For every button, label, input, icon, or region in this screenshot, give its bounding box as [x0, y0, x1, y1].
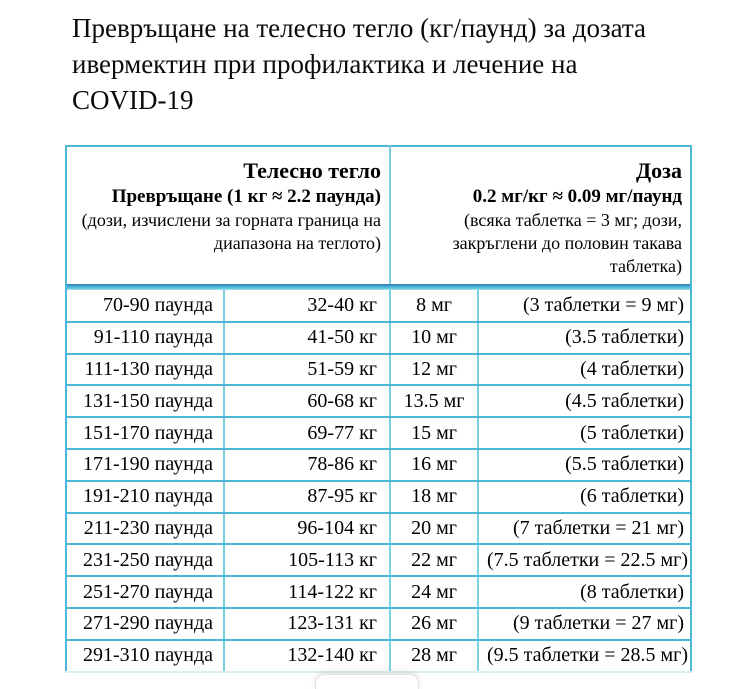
cell-dose-mg: 15 мг	[390, 417, 478, 449]
cell-kg-range: 51-59 кг	[224, 354, 390, 386]
cell-tablets-note: (3 таблетки = 9 мг)	[478, 290, 691, 322]
table-row	[66, 481, 691, 513]
dose-heading: Доза	[636, 158, 683, 183]
cell-kg-range: 96-104 кг	[224, 513, 390, 545]
cell-kg-range: 114-122 кг	[224, 576, 390, 608]
table-row	[66, 417, 691, 449]
header-cell-dose	[390, 146, 691, 284]
cell-kg-range: 132-140 кг	[224, 640, 390, 672]
cell-pounds-range: 291-310 паунда	[66, 640, 224, 672]
cell-dose-mg: 16 мг	[390, 449, 478, 481]
body-weight-heading: Телесно тегло	[243, 158, 382, 183]
cell-kg-range: 60-68 кг	[224, 385, 390, 417]
table-row	[66, 513, 691, 545]
dosing-conversion-table	[65, 145, 692, 673]
cell-dose-mg: 12 мг	[390, 354, 478, 386]
cell-tablets-note: (8 таблетки)	[478, 576, 691, 608]
cell-dose-mg: 8 мг	[390, 290, 478, 322]
cell-tablets-note: (9 таблетки = 27 мг)	[478, 608, 691, 640]
cell-kg-range: 32-40 кг	[224, 290, 390, 322]
cell-dose-mg: 28 мг	[390, 640, 478, 672]
table-row	[66, 449, 691, 481]
table-row	[66, 608, 691, 640]
cell-tablets-note: (4 таблетки)	[478, 354, 691, 386]
page-title-line-2: ивермектин при профилактика и лечение на	[72, 49, 578, 79]
cell-tablets-note: (7 таблетки = 21 мг)	[478, 513, 691, 545]
table-row	[66, 385, 691, 417]
cell-pounds-range: 111-130 паунда	[66, 354, 224, 386]
dose-tablet-note: (всяка таблетка = 3 мг; дози, закръглени до половин такава таблетка)	[452, 210, 683, 276]
table-row	[66, 354, 691, 386]
cell-dose-mg: 24 мг	[390, 576, 478, 608]
cell-tablets-note: (6 таблетки)	[478, 481, 691, 513]
cell-tablets-note: (3.5 таблетки)	[478, 322, 691, 354]
cell-dose-mg: 26 мг	[390, 608, 478, 640]
cell-kg-range: 123-131 кг	[224, 608, 390, 640]
header-cell-body-weight	[66, 146, 390, 284]
table-row	[66, 576, 691, 608]
body-weight-conversion-note: Превръщане (1 кг ≈ 2.2 паунда)	[111, 186, 382, 207]
cell-pounds-range: 171-190 паунда	[66, 449, 224, 481]
cell-dose-mg: 18 мг	[390, 481, 478, 513]
cell-kg-range: 78-86 кг	[224, 449, 390, 481]
cell-kg-range: 87-95 кг	[224, 481, 390, 513]
cell-kg-range: 69-77 кг	[224, 417, 390, 449]
cell-pounds-range: 191-210 паунда	[66, 481, 224, 513]
cell-dose-mg: 22 мг	[390, 544, 478, 576]
cell-dose-mg: 10 мг	[390, 322, 478, 354]
cell-dose-mg: 20 мг	[390, 513, 478, 545]
cell-dose-mg: 13.5 мг	[390, 385, 478, 417]
page-title-line-3: COVID-19	[72, 85, 194, 115]
cell-tablets-note: (9.5 таблетки = 28.5 мг)	[478, 640, 691, 672]
table-header-row	[66, 146, 691, 284]
cell-pounds-range: 211-230 паунда	[66, 513, 224, 545]
table-row	[66, 640, 691, 672]
page-title-line-1: Превръщане на телесно тегло (кг/паунд) за дозата	[72, 13, 647, 43]
cell-pounds-range: 70-90 паунда	[66, 290, 224, 322]
cell-pounds-range: 251-270 паунда	[66, 576, 224, 608]
cell-pounds-range: 271-290 паунда	[66, 608, 224, 640]
cell-kg-range: 105-113 кг	[224, 544, 390, 576]
cell-kg-range: 41-50 кг	[224, 322, 390, 354]
body-weight-dose-note: (дози, изчислени за горната граница на диапазона на теглото)	[81, 210, 382, 253]
cell-pounds-range: 231-250 паунда	[66, 544, 224, 576]
cell-pounds-range: 91-110 паунда	[66, 322, 224, 354]
cell-pounds-range: 151-170 паунда	[66, 417, 224, 449]
cell-tablets-note: (7.5 таблетки = 22.5 мг)	[478, 544, 691, 576]
table-row	[66, 322, 691, 354]
table-row	[66, 544, 691, 576]
cell-tablets-note: (4.5 таблетки)	[478, 385, 691, 417]
dose-ratio-note: 0.2 мг/кг ≈ 0.09 мг/паунд	[472, 186, 683, 207]
cell-tablets-note: (5.5 таблетки)	[478, 449, 691, 481]
page-title	[72, 10, 732, 118]
cell-pounds-range: 131-150 паунда	[66, 385, 224, 417]
table-row	[66, 290, 691, 322]
cell-tablets-note: (5 таблетки)	[478, 417, 691, 449]
